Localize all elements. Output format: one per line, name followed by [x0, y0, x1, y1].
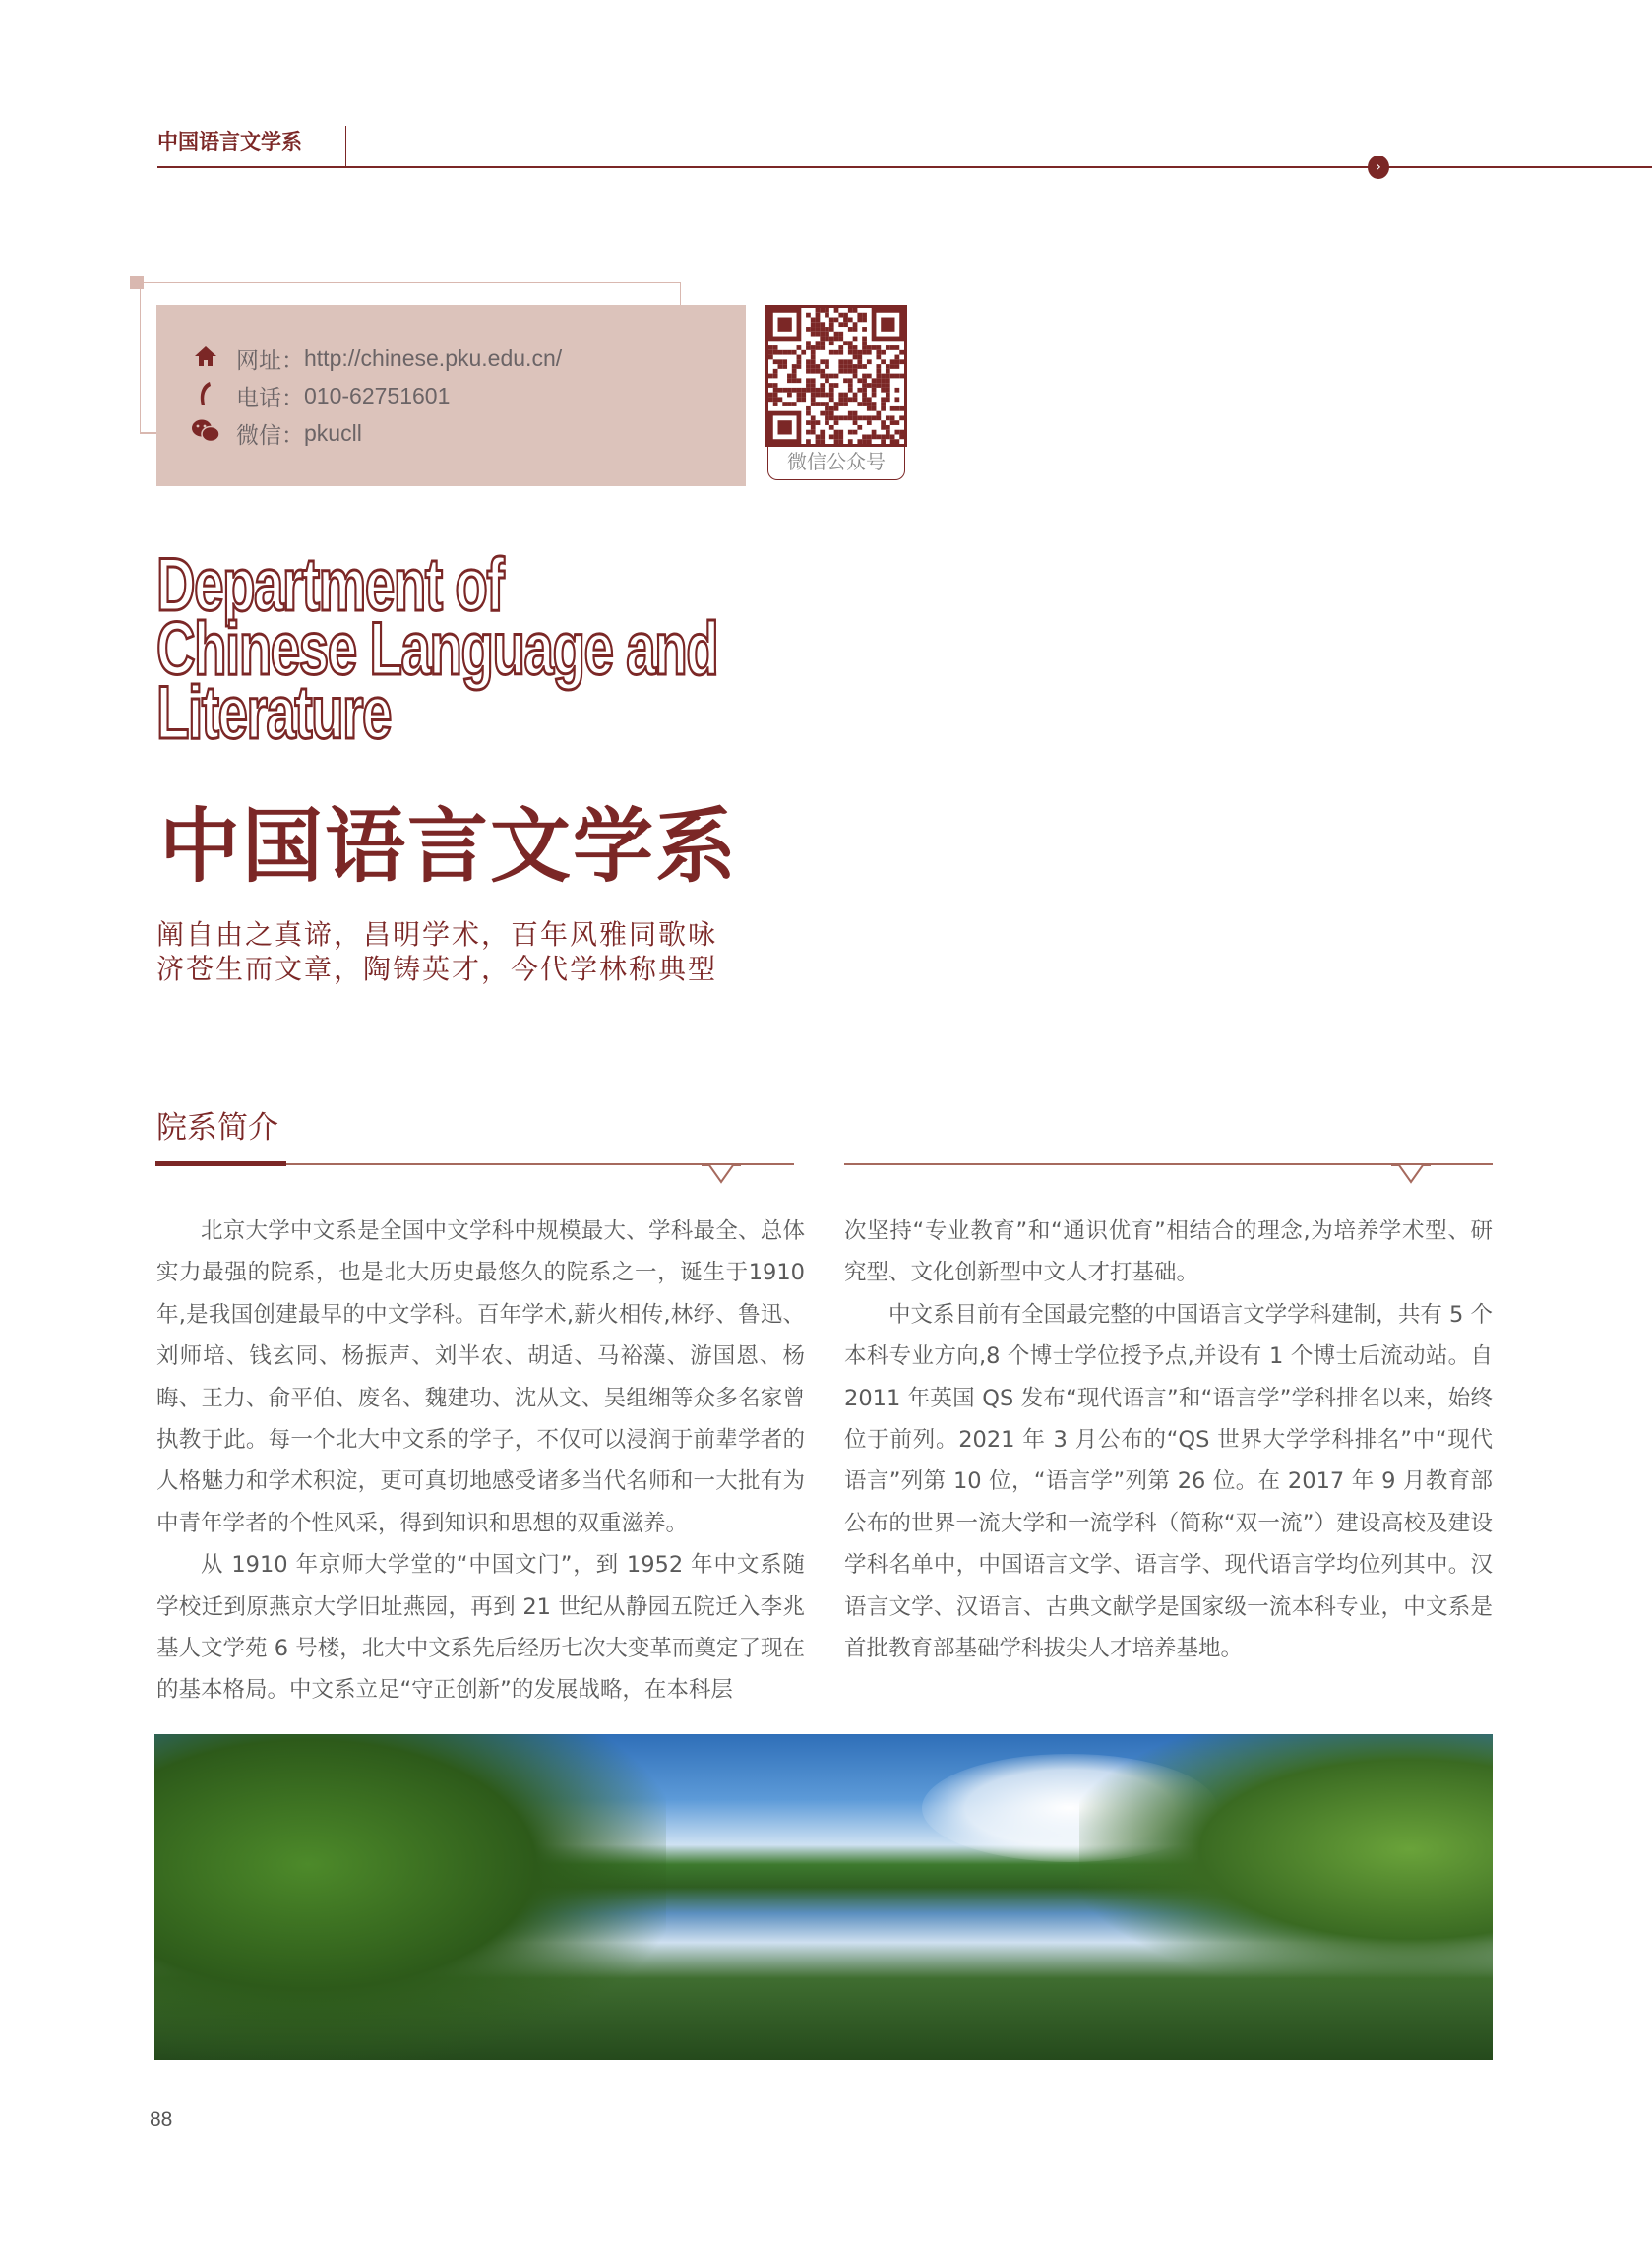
body-paragraph-continued: 次坚持“专业教育”和“通识优育”相结合的理念,为培养学术型、研究型、文化创新型中文人才打基础。	[844, 1218, 1493, 1286]
qr-code[interactable]	[765, 305, 907, 447]
wechat-icon	[191, 418, 220, 450]
contact-wechat-row	[191, 417, 362, 450]
wechat-label: 微信：	[236, 422, 304, 448]
phone-icon	[191, 381, 220, 412]
body-paragraph: 北京大学中文系是全国中文学科中规模最大、学科最全、总体实力最强的院系，也是北大历史最悠久的院系之一，诞生于1910 年,是我国创建最早的中文学科。百年学术,薪火相传,林纾、鲁迅、刘师培、钱玄同、杨振声、刘半农、胡适、马裕藻、游国恩、杨晦、王力、俞平伯、废名、魏建功、沈从文、吴组缃等众多名家曾执教于此。每一个北大中文系的学子，不仅可以浸润于前辈学者的人格魅力和学术积淀，更可真切地感受诸多当代名师和一大批有为中青年学者的个性风采，得到知识和思想的双重滋养。	[156, 1218, 805, 1536]
chinese-title: 中国语言文学系	[159, 800, 739, 894]
wechat-qr-block	[765, 305, 907, 482]
running-header-title: 中国语言文学系	[157, 130, 302, 154]
english-title-line: Chinese Language and	[156, 607, 718, 691]
qr-caption: 微信公众号	[767, 447, 905, 480]
campus-lake-photo	[154, 1734, 1493, 2060]
chevron-right-icon: ›	[1368, 156, 1389, 179]
contact-website-row	[191, 343, 562, 375]
home-icon	[191, 345, 220, 373]
notch-marker	[702, 1164, 741, 1184]
motto	[156, 917, 717, 986]
photo-trees-left	[154, 1734, 666, 2060]
body-column-left	[156, 1211, 805, 1712]
wechat-id: pkucll	[304, 420, 362, 446]
motto-line: 济苍生而文章，陶铸英才，今代学林称典型	[156, 953, 718, 985]
header-rule	[157, 166, 1652, 168]
page-number: 88	[150, 2108, 173, 2131]
phone-label: 电话：	[236, 385, 304, 410]
english-title-line: Department of	[156, 543, 504, 627]
body-paragraph: 从 1910 年京师大学堂的“中国文门”，到 1952 年中文系随学校迁到原燕京大学旧址燕园，再到 21 世纪从静园五院迁入李兆基人文学苑 6 号楼，北大中文系先后经历七次大变革而奠定了现在的基本格局。中文系立足“守正创新”的发展战略，在本科层	[156, 1552, 805, 1704]
contact-panel	[156, 305, 746, 486]
english-title-line: Literature	[156, 671, 391, 755]
section-rule-accent	[155, 1161, 286, 1166]
body-column-right	[844, 1211, 1493, 1669]
phone-number: 010-62751601	[304, 383, 451, 408]
section-title: 院系简介	[156, 1110, 278, 1146]
english-title	[156, 543, 718, 755]
website-label: 网址：	[236, 347, 304, 373]
header-divider	[345, 126, 346, 167]
motto-line: 阐自由之真谛，昌明学术，百年风雅同歌咏	[156, 918, 718, 951]
body-paragraph: 中文系目前有全国最完整的中国语言文学学科建制，共有 5 个本科专业方向,8 个博士学位授予点,并设有 1 个博士后流动站。自 2011 年英国 QS 发布“现代语言”和“语言学”学科排名以来，始终位于前列。2021 年 3 月公布的“QS 世界大学学科排名”中“现代语言”列第 10 位，“语言学”列第 26 位。在 2017 年 9 月教育部公布的世界一流大学和一流学科（简称“双一流”）建设高校及建设学科名单中，中国语言文学、语言学、现代语言学均位列其中。汉语言文学、汉语言、古典文献学是国家级一流本科专业，中文系是首批教育部基础学科拔尖人才培养基地。	[844, 1301, 1493, 1662]
photo-trees-right	[1079, 1734, 1493, 1990]
website-link[interactable]: http://chinese.pku.edu.cn/	[304, 345, 563, 371]
notch-marker	[1391, 1164, 1431, 1184]
contact-phone-row	[191, 380, 450, 412]
